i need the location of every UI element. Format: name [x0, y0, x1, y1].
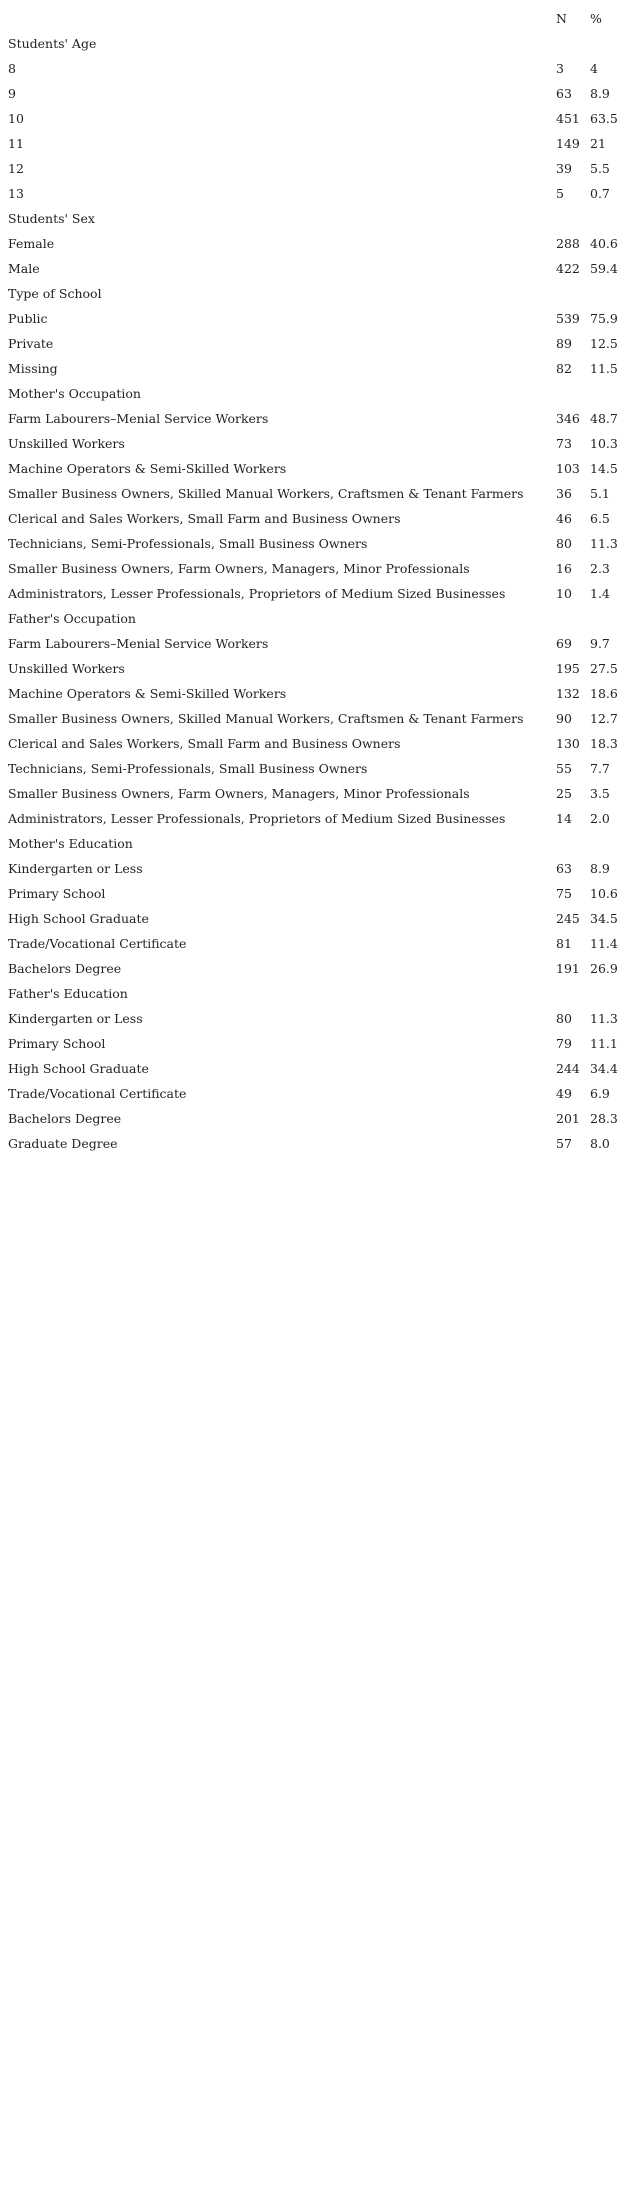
section-empty-pct — [590, 31, 626, 56]
row-percent: 0.7 — [590, 186, 610, 201]
row-n: 90 — [556, 711, 572, 726]
row-percent: 8.9 — [590, 86, 610, 101]
row-n: 73 — [556, 436, 572, 451]
row-percent: 63.5 — [590, 111, 618, 126]
table-row — [8, 81, 626, 106]
row-percent: 10.6 — [590, 886, 618, 901]
section-title: Students' Sex — [8, 211, 95, 226]
row-label: Trade/Vocational Certificate — [8, 936, 187, 951]
table-row — [8, 806, 626, 831]
row-label: Smaller Business Owners, Skilled Manual Workers, Craftsmen & Tenant Farmers — [8, 711, 524, 726]
section-header-row — [8, 206, 626, 231]
table-row — [8, 881, 626, 906]
row-n: 63 — [556, 861, 572, 876]
row-label: Unskilled Workers — [8, 436, 125, 451]
row-n: 69 — [556, 636, 572, 651]
row-percent: 5.5 — [590, 161, 610, 176]
table-row — [8, 556, 626, 581]
section-title: Mother's Education — [8, 836, 133, 851]
row-label: Bachelors Degree — [8, 1111, 122, 1126]
table-row — [8, 131, 626, 156]
row-percent: 34.4 — [590, 1061, 618, 1076]
table-row — [8, 356, 626, 381]
row-label: Graduate Degree — [8, 1136, 118, 1151]
row-percent: 3.5 — [590, 786, 610, 801]
section-empty-n — [556, 31, 590, 56]
row-label: Missing — [8, 361, 58, 376]
row-n: 75 — [556, 886, 572, 901]
row-label: Private — [8, 336, 54, 351]
row-n: 36 — [556, 486, 572, 501]
row-percent: 6.9 — [590, 1086, 610, 1101]
section-title: Father's Education — [8, 986, 128, 1001]
table-row — [8, 1031, 626, 1056]
row-n: 201 — [556, 1111, 580, 1126]
table-header-row — [8, 6, 626, 31]
table-row — [8, 1106, 626, 1131]
row-label: Trade/Vocational Certificate — [8, 1086, 187, 1101]
row-n: 57 — [556, 1136, 572, 1151]
row-label: Machine Operators & Semi-Skilled Workers — [8, 461, 287, 476]
table-row — [8, 781, 626, 806]
row-label: High School Graduate — [8, 911, 149, 926]
row-label: Technicians, Semi-Professionals, Small Business Owners — [8, 536, 368, 551]
row-percent: 9.7 — [590, 636, 610, 651]
row-label: Primary School — [8, 1036, 106, 1051]
row-label: 9 — [8, 86, 16, 101]
row-n: 149 — [556, 136, 580, 151]
row-label: Bachelors Degree — [8, 961, 122, 976]
section-empty-n — [556, 381, 590, 406]
row-n: 346 — [556, 411, 580, 426]
row-percent: 59.4 — [590, 261, 618, 276]
row-label: Kindergarten or Less — [8, 1011, 143, 1026]
row-percent: 28.3 — [590, 1111, 618, 1126]
section-title: Type of School — [8, 286, 102, 301]
row-percent: 12.7 — [590, 711, 618, 726]
table-row — [8, 431, 626, 456]
row-n: 25 — [556, 786, 572, 801]
row-percent: 27.5 — [590, 661, 618, 676]
table-row — [8, 181, 626, 206]
table-row — [8, 456, 626, 481]
section-header-row — [8, 606, 626, 631]
row-percent: 48.7 — [590, 411, 618, 426]
row-percent: 11.5 — [590, 361, 618, 376]
row-n: 132 — [556, 686, 580, 701]
row-label: Administrators, Lesser Professionals, Proprietors of Medium Sized Businesses — [8, 811, 506, 826]
row-label: Machine Operators & Semi-Skilled Workers — [8, 686, 287, 701]
header-n: N — [556, 11, 567, 26]
row-percent: 2.0 — [590, 811, 610, 826]
row-label: Public — [8, 311, 48, 326]
row-n: 82 — [556, 361, 572, 376]
row-n: 5 — [556, 186, 564, 201]
row-label: Clerical and Sales Workers, Small Farm and Business Owners — [8, 736, 401, 751]
section-empty-pct — [590, 206, 626, 231]
row-n: 63 — [556, 86, 572, 101]
row-n: 80 — [556, 1011, 572, 1026]
row-label: Unskilled Workers — [8, 661, 125, 676]
row-n: 244 — [556, 1061, 580, 1076]
section-header-row — [8, 281, 626, 306]
row-label: Smaller Business Owners, Skilled Manual Workers, Craftsmen & Tenant Farmers — [8, 486, 524, 501]
table-row — [8, 531, 626, 556]
section-empty-n — [556, 281, 590, 306]
row-percent: 4 — [590, 61, 598, 76]
table-row — [8, 406, 626, 431]
table-row — [8, 56, 626, 81]
table-row — [8, 256, 626, 281]
table-row — [8, 956, 626, 981]
section-empty-n — [556, 206, 590, 231]
row-percent: 2.3 — [590, 561, 610, 576]
row-label: 12 — [8, 161, 24, 176]
row-percent: 21 — [590, 136, 606, 151]
row-label: 13 — [8, 186, 24, 201]
row-label: Administrators, Lesser Professionals, Proprietors of Medium Sized Businesses — [8, 586, 506, 601]
row-percent: 8.9 — [590, 861, 610, 876]
row-percent: 75.9 — [590, 311, 618, 326]
row-n: 422 — [556, 261, 580, 276]
section-empty-n — [556, 606, 590, 631]
row-n: 288 — [556, 236, 580, 251]
section-empty-n — [556, 831, 590, 856]
table-row — [8, 681, 626, 706]
row-percent: 1.4 — [590, 586, 610, 601]
row-label: Kindergarten or Less — [8, 861, 143, 876]
table-row — [8, 1081, 626, 1106]
row-percent: 11.3 — [590, 536, 618, 551]
header-percent: % — [590, 11, 602, 26]
row-percent: 11.3 — [590, 1011, 618, 1026]
row-label: Male — [8, 261, 40, 276]
section-empty-pct — [590, 981, 626, 1006]
row-label: Primary School — [8, 886, 106, 901]
table-body — [8, 31, 626, 1156]
table-row — [8, 1131, 626, 1156]
row-n: 79 — [556, 1036, 572, 1051]
row-percent: 18.3 — [590, 736, 618, 751]
row-percent: 7.7 — [590, 761, 610, 776]
row-percent: 12.5 — [590, 336, 618, 351]
row-n: 103 — [556, 461, 580, 476]
row-percent: 5.1 — [590, 486, 610, 501]
row-n: 195 — [556, 661, 580, 676]
table-row — [8, 1006, 626, 1031]
table-row — [8, 331, 626, 356]
section-header-row — [8, 31, 626, 56]
row-label: Female — [8, 236, 55, 251]
row-n: 14 — [556, 811, 572, 826]
row-label: Farm Labourers–Menial Service Workers — [8, 411, 269, 426]
row-label: Smaller Business Owners, Farm Owners, Managers, Minor Professionals — [8, 786, 470, 801]
table-row — [8, 906, 626, 931]
row-percent: 26.9 — [590, 961, 618, 976]
table-row — [8, 756, 626, 781]
row-label: Technicians, Semi-Professionals, Small Business Owners — [8, 761, 368, 776]
table-row — [8, 731, 626, 756]
row-label: High School Graduate — [8, 1061, 149, 1076]
row-n: 89 — [556, 336, 572, 351]
section-header-row — [8, 381, 626, 406]
row-percent: 8.0 — [590, 1136, 610, 1151]
table-row — [8, 581, 626, 606]
table-row — [8, 156, 626, 181]
section-empty-pct — [590, 381, 626, 406]
section-header-row — [8, 831, 626, 856]
row-percent: 14.5 — [590, 461, 618, 476]
row-label: Farm Labourers–Menial Service Workers — [8, 636, 269, 651]
table-row — [8, 506, 626, 531]
row-n: 16 — [556, 561, 572, 576]
row-n: 191 — [556, 961, 580, 976]
row-label: Smaller Business Owners, Farm Owners, Managers, Minor Professionals — [8, 561, 470, 576]
table-row — [8, 1056, 626, 1081]
row-n: 10 — [556, 586, 572, 601]
row-n: 55 — [556, 761, 572, 776]
table-row — [8, 481, 626, 506]
section-empty-pct — [590, 281, 626, 306]
section-empty-pct — [590, 831, 626, 856]
row-label: 10 — [8, 111, 24, 126]
row-n: 49 — [556, 1086, 572, 1101]
row-label: 8 — [8, 61, 16, 76]
row-percent: 6.5 — [590, 511, 610, 526]
row-n: 539 — [556, 311, 580, 326]
table-row — [8, 656, 626, 681]
table-row — [8, 306, 626, 331]
section-header-row — [8, 981, 626, 1006]
row-n: 451 — [556, 111, 580, 126]
row-percent: 10.3 — [590, 436, 618, 451]
section-title: Mother's Occupation — [8, 386, 141, 401]
row-n: 46 — [556, 511, 572, 526]
row-percent: 11.4 — [590, 936, 618, 951]
table-row — [8, 931, 626, 956]
row-n: 39 — [556, 161, 572, 176]
section-title: Students' Age — [8, 36, 97, 51]
demographics-table — [8, 6, 626, 1156]
row-n: 245 — [556, 911, 580, 926]
header-label-cell — [8, 6, 556, 31]
section-empty-n — [556, 981, 590, 1006]
table-row — [8, 231, 626, 256]
table-row — [8, 106, 626, 131]
row-percent: 18.6 — [590, 686, 618, 701]
row-percent: 40.6 — [590, 236, 618, 251]
table-row — [8, 856, 626, 881]
row-label: Clerical and Sales Workers, Small Farm and Business Owners — [8, 511, 401, 526]
table-row — [8, 706, 626, 731]
row-percent: 11.1 — [590, 1036, 618, 1051]
row-n: 3 — [556, 61, 564, 76]
section-empty-pct — [590, 606, 626, 631]
table-row — [8, 631, 626, 656]
row-percent: 34.5 — [590, 911, 618, 926]
row-n: 80 — [556, 536, 572, 551]
row-n: 130 — [556, 736, 580, 751]
row-n: 81 — [556, 936, 572, 951]
section-title: Father's Occupation — [8, 611, 136, 626]
row-label: 11 — [8, 136, 24, 151]
